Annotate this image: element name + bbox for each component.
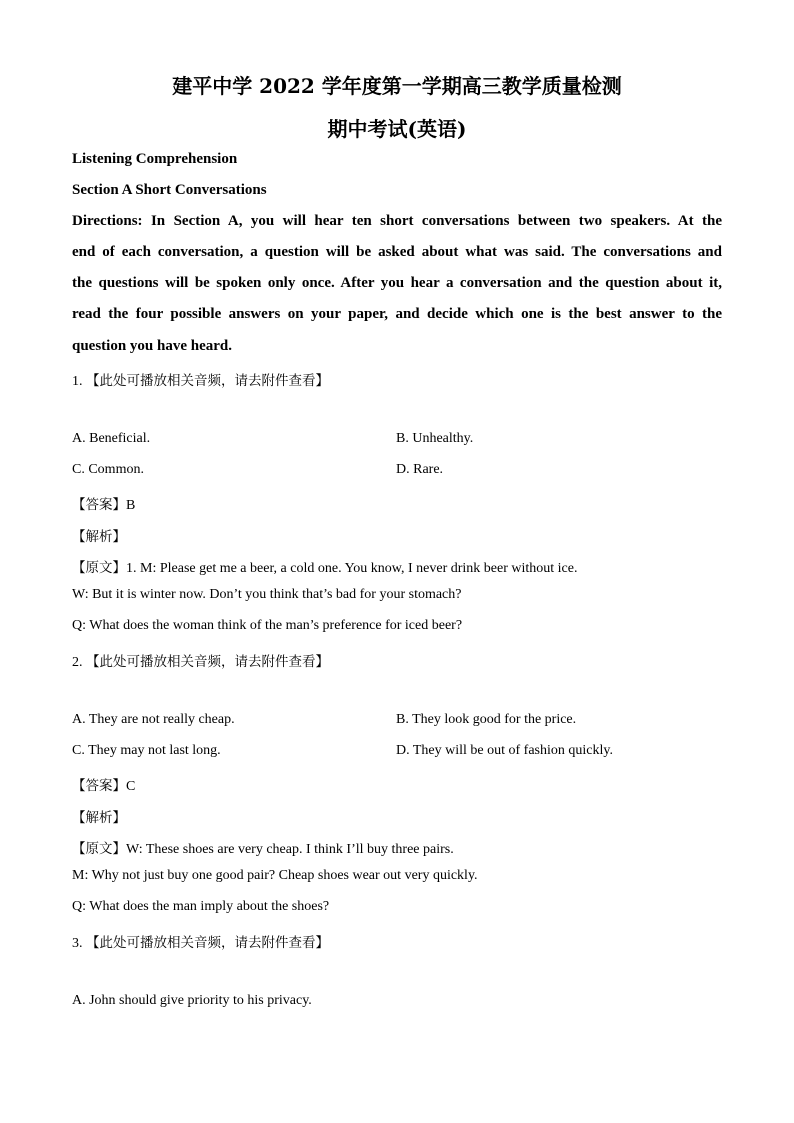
directions-line: question you have heard. bbox=[72, 338, 233, 354]
answer-line bbox=[72, 774, 135, 795]
audio-prompt[interactable]: 【此处可播放相关音频，请去附件查看】 bbox=[86, 654, 329, 670]
option-d: D. They will be out of fashion quickly. bbox=[396, 743, 613, 758]
exam-subtitle: 期中考试(英语) bbox=[327, 117, 467, 141]
option-c: C. They may not last long. bbox=[72, 743, 221, 758]
option-c: C. Common. bbox=[72, 462, 144, 477]
directions-line: end of each conversation, a question will be asked about what was said. The conversations and bbox=[72, 244, 722, 260]
question-1-header bbox=[72, 369, 329, 390]
answer-line bbox=[72, 493, 135, 514]
analysis-label: 【解析】 bbox=[72, 810, 126, 826]
transcript-line: M: Why not just buy one good pair? Cheap shoes wear out very quickly. bbox=[72, 868, 478, 883]
audio-prompt[interactable]: 【此处可播放相关音频，请去附件查看】 bbox=[86, 373, 329, 389]
transcript-label: 【原文】 bbox=[72, 841, 126, 857]
answer-label: 【答案】 bbox=[72, 778, 126, 794]
transcript-label: 【原文】 bbox=[72, 560, 126, 576]
question-2-header bbox=[72, 650, 329, 671]
transcript-line: Q: What does the woman think of the man’s preference for iced beer? bbox=[72, 618, 463, 633]
question-number: 1. bbox=[72, 374, 83, 389]
analysis-label: 【解析】 bbox=[72, 529, 126, 545]
option-d: D. Rare. bbox=[396, 462, 444, 477]
option-b: B. They look good for the price. bbox=[396, 712, 577, 727]
answer-label: 【答案】 bbox=[72, 497, 126, 513]
question-3-header bbox=[72, 931, 329, 952]
answer-value: C bbox=[126, 779, 136, 794]
directions-line: read the four possible answers on your paper, and decide which one is the best answer to the bbox=[72, 306, 722, 322]
transcript-line: Q: What does the man imply about the shoes? bbox=[72, 899, 330, 914]
question-number: 3. bbox=[72, 936, 83, 951]
exam-title: 建平中学 2022 学年度第一学期高三教学质量检测 bbox=[172, 74, 622, 98]
directions-line: Directions: In Section A, you will hear ten short conversations between two speakers. At the bbox=[72, 213, 722, 229]
option-a: A. Beneficial. bbox=[72, 431, 151, 446]
answer-value: B bbox=[126, 498, 136, 513]
option-b: B. Unhealthy. bbox=[396, 431, 474, 446]
transcript-line: 【原文】1. M: Please get me a beer, a cold one. You know, I never drink beer without ice. bbox=[72, 560, 578, 576]
option-a: A. John should give priority to his privacy. bbox=[72, 993, 312, 1008]
transcript-line: 【原文】W: These shoes are very cheap. I think I’ll buy three pairs. bbox=[72, 841, 454, 857]
transcript-line: W: But it is winter now. Don’t you think that’s bad for your stomach? bbox=[72, 587, 462, 602]
audio-prompt[interactable]: 【此处可播放相关音频，请去附件查看】 bbox=[86, 935, 329, 951]
section-heading: Listening Comprehension bbox=[72, 151, 238, 167]
section-subheading: Section A Short Conversations bbox=[72, 182, 267, 198]
directions-line: the questions will be spoken only once. After you hear a conversation and the question about it, bbox=[72, 275, 722, 291]
option-a: A. They are not really cheap. bbox=[72, 712, 235, 727]
question-number: 2. bbox=[72, 655, 83, 670]
